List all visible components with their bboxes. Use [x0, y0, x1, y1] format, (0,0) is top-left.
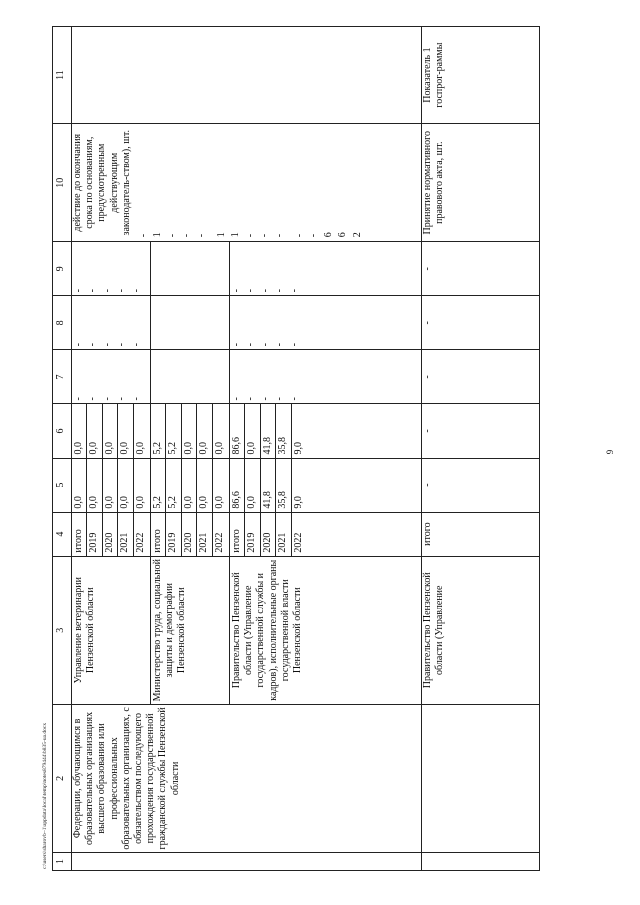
- other-sources-cell: [72, 242, 422, 296]
- value-line: [194, 242, 208, 295]
- value-line: [151, 350, 165, 403]
- value-line: 0,0: [244, 459, 259, 512]
- num-cell: [421, 852, 539, 870]
- value-line: -: [116, 289, 128, 293]
- executor-cell: [72, 556, 422, 704]
- value-line: 0,0: [117, 459, 132, 512]
- federal-budget-cell: [72, 350, 422, 404]
- value-line: [209, 296, 223, 349]
- value-block: [150, 404, 229, 457]
- value-line: 0,0: [196, 459, 211, 512]
- value-line: -: [116, 343, 128, 347]
- value-line: -: [245, 289, 257, 293]
- header-cell: 1: [53, 852, 72, 870]
- value-line: 2022: [212, 513, 227, 556]
- value-block: [72, 242, 150, 295]
- value-line: -: [101, 397, 113, 401]
- value-line: -: [259, 343, 271, 347]
- value-line: 2021: [196, 513, 211, 556]
- value-line: [165, 350, 179, 403]
- value-block: [229, 459, 358, 512]
- value-line: -: [259, 233, 271, 238]
- value-line: -: [231, 343, 242, 347]
- value-line: -: [181, 233, 193, 238]
- indicator-values: [137, 125, 421, 240]
- value-line: итого: [152, 529, 163, 553]
- regional-budget-cell: -: [421, 404, 539, 458]
- value-line: -: [73, 343, 84, 347]
- header-cell: 11: [53, 27, 72, 124]
- value-line: 2019: [86, 513, 101, 556]
- value-line: [180, 242, 194, 295]
- value-line: -: [308, 233, 320, 238]
- indicator-cell: Принятие нормативного правового акта, шт.: [421, 124, 539, 242]
- program-indicator-cell: Показатель 1 госпрог-раммы: [421, 27, 539, 124]
- table-row: [72, 27, 422, 871]
- empty-cell: [421, 704, 539, 852]
- value-line: 2021: [117, 513, 132, 556]
- value-line: -: [259, 289, 271, 293]
- value-block: [150, 459, 229, 512]
- value-line: -: [73, 397, 84, 401]
- value-line: -: [288, 289, 300, 293]
- value-line: 2022: [291, 513, 306, 556]
- value-line: -: [245, 397, 257, 401]
- executor-name: Министерство труда, социальной защиты и демографии Пензенской области: [150, 557, 229, 704]
- value-line: 5,2: [165, 404, 180, 457]
- value-line: 35,8: [275, 459, 290, 512]
- value-line: 0,0: [212, 404, 227, 457]
- value-line: 0,0: [133, 459, 148, 512]
- value-line: 0,0: [86, 459, 101, 512]
- value-line: -: [273, 233, 285, 238]
- value-line: -: [73, 289, 84, 293]
- value-line: [194, 296, 208, 349]
- value-line: -: [137, 233, 149, 238]
- program-indicator-cell: [72, 27, 422, 124]
- value-line: -: [244, 233, 256, 238]
- year-cell: итого: [421, 512, 539, 556]
- page-number: 9: [605, 449, 615, 455]
- value-line: -: [195, 233, 207, 238]
- executor-name: Управление ветеринарии Пензенской области: [73, 577, 97, 684]
- value-line: 86,6: [231, 437, 242, 455]
- value-block: [229, 350, 358, 403]
- value-line: [165, 242, 179, 295]
- value-line: -: [130, 289, 142, 293]
- regional-budget-cell: [72, 404, 422, 458]
- value-line: -: [274, 343, 286, 347]
- value-line: -: [231, 289, 242, 293]
- value-line: -: [116, 397, 128, 401]
- value-line: -: [87, 343, 99, 347]
- value-line: -: [231, 397, 242, 401]
- value-block: [72, 404, 150, 457]
- num-cell: [72, 852, 422, 870]
- value-line: -: [274, 397, 286, 401]
- value-line: -: [166, 233, 178, 238]
- executor-name: Правительство Пензенской области (Управление государственной службы и кадров), исполнительные органы государственной власти Пензенской области: [229, 557, 358, 704]
- value-line: 41,8: [260, 404, 275, 457]
- value-line: 5,2: [165, 459, 180, 512]
- municipal-budget-cell: -: [421, 296, 539, 350]
- value-line: -: [130, 397, 142, 401]
- value-line: 1: [152, 232, 164, 238]
- value-line: [151, 242, 165, 295]
- table-header-row: [53, 27, 72, 871]
- value-line: 0,0: [73, 442, 84, 455]
- value-block: [150, 296, 229, 349]
- value-line: 2022: [133, 513, 148, 556]
- header-cell: 3: [53, 556, 72, 704]
- value-block: [229, 242, 358, 295]
- value-line: 0,0: [181, 404, 196, 457]
- value-line: 0,0: [181, 459, 196, 512]
- value-line: итого: [73, 529, 84, 553]
- value-line: -: [259, 397, 271, 401]
- value-line: 2020: [181, 513, 196, 556]
- value-line: -: [130, 343, 142, 347]
- federal-budget-cell: -: [421, 350, 539, 404]
- value-line: -: [293, 233, 305, 238]
- value-line: 0,0: [133, 404, 148, 457]
- value-line: 86,6: [231, 491, 242, 509]
- indicator-text: действие до окончания срока по основаниям, предусмотренным действующим законодатель-ством), шт.: [72, 129, 132, 236]
- value-line: 0,0: [73, 496, 84, 509]
- value-line: [194, 350, 208, 403]
- value-line: 0,0: [196, 404, 211, 457]
- executor-cell: Правительство Пензенской области (Управление: [421, 556, 539, 704]
- value-line: [180, 296, 194, 349]
- value-line: -: [87, 289, 99, 293]
- value-line: -: [288, 343, 300, 347]
- value-block: [137, 125, 215, 240]
- value-line: 41,8: [260, 459, 275, 512]
- value-line: [151, 296, 165, 349]
- header-cell: 7: [53, 350, 72, 404]
- header-cell: 8: [53, 296, 72, 350]
- value-line: [209, 242, 223, 295]
- value-line: 6: [322, 232, 334, 238]
- value-block: [72, 513, 150, 556]
- header-cell: 2: [53, 704, 72, 852]
- total-cell: [72, 458, 422, 512]
- footer-file-path: c:\users\sharovb~1\appdata\local\temp\notes879444\b835-ua.docx: [42, 722, 48, 869]
- value-line: 1: [215, 232, 227, 238]
- header-cell: 10: [53, 124, 72, 242]
- municipal-budget-cell: [72, 296, 422, 350]
- value-block: [215, 125, 293, 240]
- value-line: [180, 350, 194, 403]
- value-line: 0,0: [117, 404, 132, 457]
- value-line: 0,0: [212, 459, 227, 512]
- value-line: 9,0: [291, 404, 306, 457]
- year-cell: [72, 512, 422, 556]
- value-block: [229, 296, 358, 349]
- value-line: 35,8: [275, 404, 290, 457]
- value-line: 6: [337, 232, 349, 238]
- header-cell: 4: [53, 512, 72, 556]
- header-cell: 9: [53, 242, 72, 296]
- value-line: -: [101, 289, 113, 293]
- value-line: 2020: [102, 513, 117, 556]
- table-row: [421, 27, 539, 871]
- value-line: 0,0: [102, 459, 117, 512]
- value-block: [72, 350, 150, 403]
- value-line: 0,0: [102, 404, 117, 457]
- program-table: [52, 26, 540, 871]
- measure-description: Федерации, обучающимся в образовательных организациях высшего образования или профессиональных образовательных организациях, с обязательством последующего прохождения государственной гражданской службы Пензенской области: [72, 704, 422, 852]
- value-block: [229, 404, 358, 457]
- value-line: [209, 350, 223, 403]
- value-line: 0,0: [86, 404, 101, 457]
- value-line: 5,2: [152, 442, 163, 455]
- value-block: [229, 513, 358, 556]
- value-block: [150, 242, 229, 295]
- value-line: -: [274, 289, 286, 293]
- value-line: 0,0: [244, 404, 259, 457]
- total-cell: -: [421, 458, 539, 512]
- value-block: [293, 125, 421, 240]
- value-line: 2020: [260, 513, 275, 556]
- value-line: -: [87, 397, 99, 401]
- header-cell: 6: [53, 404, 72, 458]
- value-line: 2021: [275, 513, 290, 556]
- other-sources-cell: -: [421, 242, 539, 296]
- value-line: 9,0: [291, 459, 306, 512]
- value-line: -: [101, 343, 113, 347]
- value-line: 1: [230, 232, 242, 238]
- header-cell: 5: [53, 458, 72, 512]
- value-line: [165, 296, 179, 349]
- value-block: [72, 296, 150, 349]
- value-line: 2019: [244, 513, 259, 556]
- value-line: -: [245, 343, 257, 347]
- value-line: 2: [351, 232, 363, 238]
- indicator-cell: [72, 124, 422, 242]
- value-line: -: [288, 397, 300, 401]
- value-block: [150, 350, 229, 403]
- value-line: 2019: [165, 513, 180, 556]
- value-line: 5,2: [152, 496, 163, 509]
- value-block: [150, 513, 229, 556]
- value-line: итого: [231, 529, 242, 553]
- value-block: [72, 459, 150, 512]
